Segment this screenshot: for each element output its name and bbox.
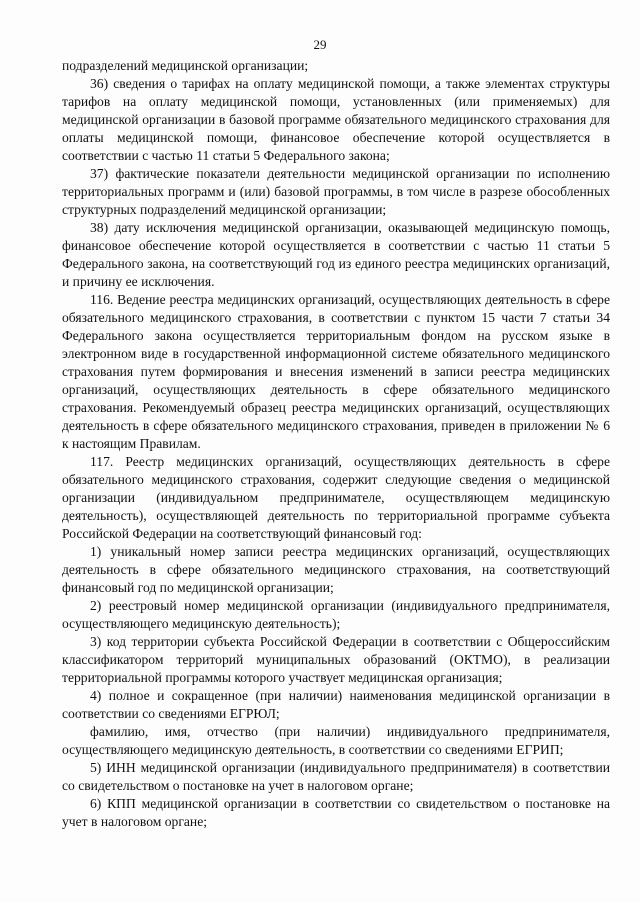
- paragraph: 37) фактические показатели деятельности медицинской организации по исполнению территориальных программ и (или) базовой программы, в том числе в разрезе обособленных структурных подразделений медицинской организации;: [62, 166, 610, 217]
- paragraph: подразделений медицинской организации;: [62, 58, 309, 73]
- paragraph: 1) уникальный номер записи реестра медицинских организаций, осуществляющих деятельность в сфере обязательного медицинского страхования, на соответствующий финансовый год по медицинской организации;: [62, 544, 610, 595]
- paragraph: 6) КПП медицинской организации в соответствии со свидетельством о постановке на учет в налоговом органе;: [62, 796, 610, 829]
- paragraph: 117. Реестр медицинских организаций, осуществляющих деятельность в сфере обязательного медицинского страхования, содержит следующие сведения о медицинской организации (индивидуальном предпринимателе, осуществляющем медицинскую деятельность), осуществляющей деятельность по территориальной программе субъекта Российской Федерации на соответствующий финансовый год:: [62, 454, 610, 541]
- paragraph: фамилию, имя, отчество (при наличии) индивидуального предпринимателя, осуществляющего медицинскую деятельность, в соответствии со сведениями ЕГРИП;: [62, 724, 610, 757]
- paragraph: 5) ИНН медицинской организации (индивидуального предпринимателя) в соответствии со свидетельством о постановке на учет в налоговом органе;: [62, 760, 610, 793]
- page-number: 29: [313, 37, 327, 52]
- paragraph: 38) дату исключения медицинской организации, оказывающей медицинскую помощь, финансовое обеспечение которой осуществляется в соответствии с частью 11 статьи 5 Федерального закона, на соответствующий год из единого реестра медицинских организаций, и причину ее исключения.: [62, 220, 610, 289]
- paragraph: 2) реестровый номер медицинской организации (индивидуального предпринимателя, осуществляющего медицинскую деятельность);: [62, 598, 610, 631]
- document-body: [62, 57, 610, 831]
- paragraph: 36) сведения о тарифах на оплату медицинской помощи, а также элементах структуры тарифов на оплату медицинской помощи, установленных (или применяемых) для медицинской организации в базовой программе обязательного медицинского страхования для оплаты медицинской помощи, финансовое обеспечение которой осуществляется в соответствии с частью 11 статьи 5 Федерального закона;: [62, 76, 610, 163]
- paragraph: 116. Ведение реестра медицинских организаций, осуществляющих деятельность в сфере обязательного медицинского страхования, в соответствии с пунктом 15 части 7 статьи 34 Федерального закона осуществляется территориальным фондом на русском языке в электронном виде в государственной информационной системе обязательного медицинского страхования путем формирования и внесения изменений в записи реестра медицинских организаций, осуществляющих деятельность в сфере обязательного медицинского страхования. Рекомендуемый образец реестра медицинских организаций, осуществляющих деятельность в сфере обязательного медицинского страхования, приведен в приложении № 6 к настоящим Правилам.: [62, 292, 610, 451]
- paragraph: 4) полное и сокращенное (при наличии) наименования медицинской организации в соответствии со сведениями ЕГРЮЛ;: [62, 688, 610, 721]
- paragraph: 3) код территории субъекта Российской Федерации в соответствии с Общероссийским классификатором территорий муниципальных образований (ОКТМО), в реализации территориальной программы которого участвует медицинская организация;: [62, 634, 610, 685]
